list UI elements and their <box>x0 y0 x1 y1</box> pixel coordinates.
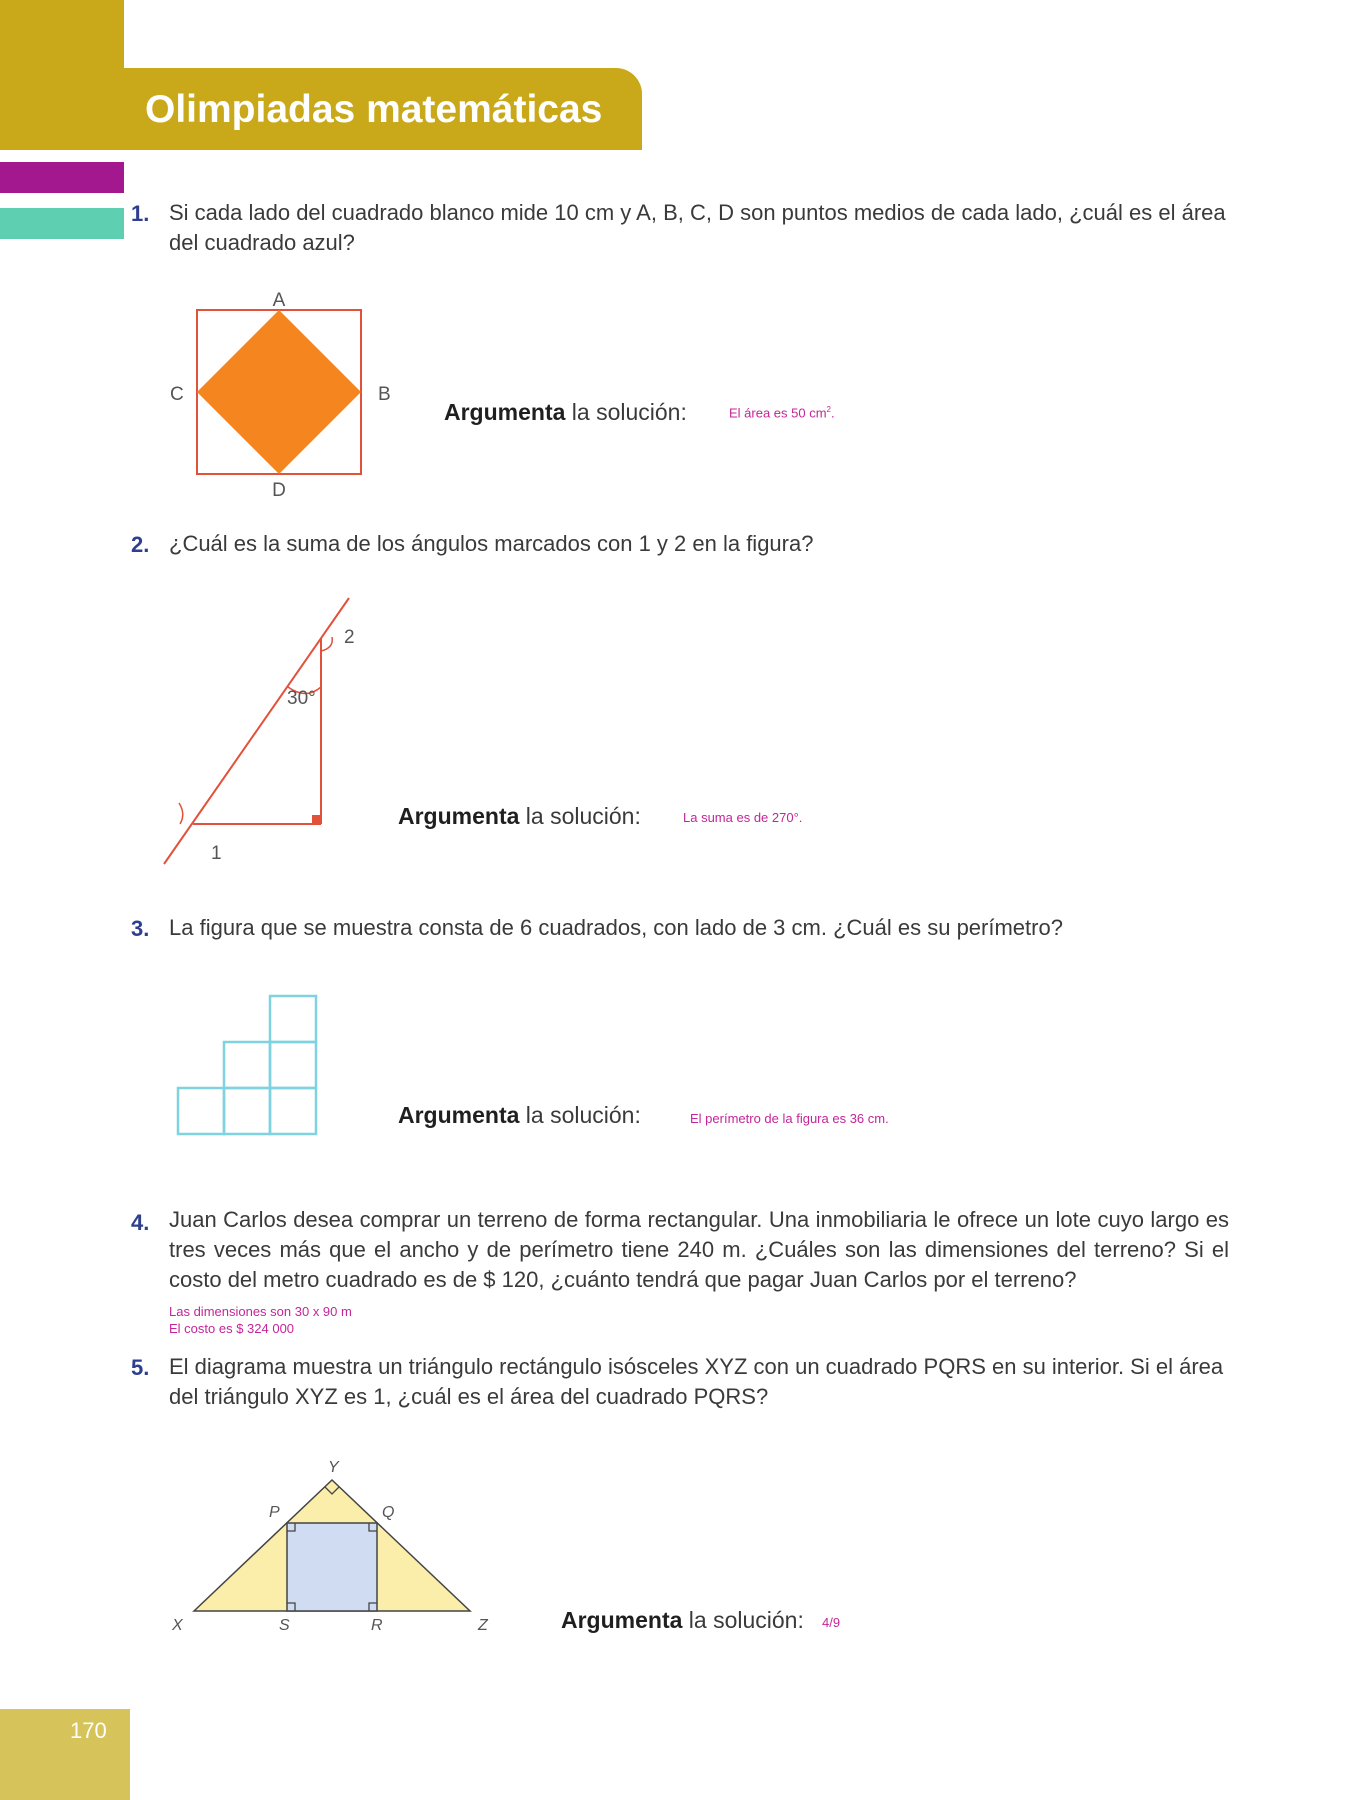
angle-1-arc <box>179 803 183 824</box>
q4-answer-dimensions: Las dimensiones son 30 x 90 m <box>169 1304 352 1319</box>
q1-argument-label: Argumenta la solución: <box>444 399 687 425</box>
teal-side-bar <box>0 208 124 239</box>
label-x: X <box>172 1617 183 1634</box>
q3-figure <box>170 990 330 1140</box>
magenta-side-bar <box>0 162 124 193</box>
q2-answer: La suma es de 270°. <box>683 810 803 825</box>
square-3 <box>270 1088 316 1134</box>
q4-text: Juan Carlos desea comprar un terreno de forma rectangular. Una inmobiliaria le ofrece un lote cuyo largo es tres veces más que el ancho y de perímetro tiene 240 m. ¿Cuáles son las dimensiones del terreno? Si el costo del metro cuadrado es de $ 120, ¿cuánto tendrá que pagar Juan Carlos por el terreno? <box>169 1207 1229 1292</box>
q2-number: 2. <box>131 532 150 557</box>
label-p: P <box>269 1504 280 1521</box>
q2-figure <box>150 590 370 870</box>
square-1 <box>178 1088 224 1134</box>
angle-2-arc <box>321 637 332 651</box>
page-number: 170 <box>70 1718 107 1743</box>
q5-figure <box>160 1450 500 1640</box>
q4-number: 4. <box>131 1210 150 1235</box>
label-s: S <box>279 1617 290 1634</box>
label-q: Q <box>382 1504 395 1521</box>
q3-text: La figura que se muestra consta de 6 cuadrados, con lado de 3 cm. ¿Cuál es su perímetro? <box>169 915 1063 940</box>
page-number-box <box>0 1709 130 1800</box>
label-y: Y <box>328 1459 339 1476</box>
label-d: D <box>272 480 286 501</box>
q5-argument-label: Argumenta la solución: <box>561 1607 804 1633</box>
label-r: R <box>371 1617 383 1634</box>
label-1: 1 <box>211 843 222 864</box>
q3-argument-label: Argumenta la solución: <box>398 1102 641 1128</box>
q3-answer: El perímetro de la figura es 36 cm. <box>690 1111 889 1126</box>
square-6 <box>270 996 316 1042</box>
label-c: C <box>170 384 184 405</box>
square-2 <box>224 1088 270 1134</box>
q1-answer: El área es 50 $cm^2$. <box>729 405 835 421</box>
square-5 <box>270 1042 316 1088</box>
label-z: Z <box>478 1617 488 1634</box>
q1-number: 1. <box>131 201 150 226</box>
label-2: 2 <box>344 627 355 648</box>
label-b: B <box>378 384 391 405</box>
label-a: A <box>272 290 286 311</box>
q2-argument-label: Argumenta la solución: <box>398 803 641 829</box>
inner-diamond <box>197 310 361 474</box>
q1-figure <box>160 280 400 510</box>
q5-text: El diagrama muestra un triángulo rectángulo isósceles XYZ con un cuadrado PQRS en su interior. Si el área del triángulo XYZ es 1, ¿cuál es el área del cuadrado PQRS? <box>169 1354 1224 1409</box>
square-4 <box>224 1042 270 1088</box>
q1-text: Si cada lado del cuadrado blanco mide 10 cm y A, B, C, D son puntos medios de cada lado, ¿cuál es el área del cuadrado azul? <box>169 200 1226 255</box>
q5-answer: 4/9 <box>822 1615 841 1630</box>
q3-number: 3. <box>131 916 150 941</box>
right-angle-mark <box>312 815 321 824</box>
header-side-band <box>0 0 124 150</box>
label-30: 30° <box>287 688 316 709</box>
q2-text: ¿Cuál es la suma de los ángulos marcados con 1 y 2 en la figura? <box>169 531 814 556</box>
square-pqrs <box>287 1523 377 1611</box>
q5-number: 5. <box>131 1355 150 1380</box>
q4-answer-cost: El costo es $ 324 000 <box>169 1321 295 1336</box>
page-title: Olimpiadas matemáticas <box>145 88 603 131</box>
